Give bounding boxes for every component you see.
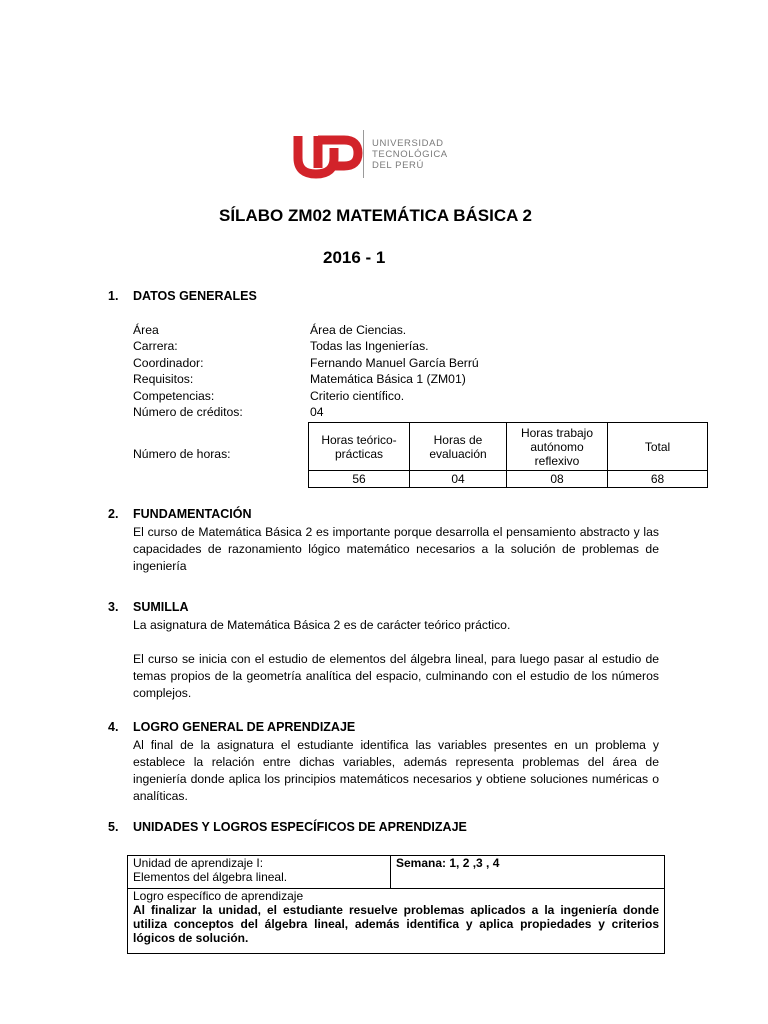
utp-logo-mark <box>288 128 368 180</box>
unit-name: Elementos del álgebra lineal. <box>133 870 288 884</box>
row-value: Área de Ciencias. <box>310 323 407 337</box>
hours-header-cell: Horas teórico-prácticas <box>309 423 410 471</box>
row-value: Todas las Ingenierías. <box>310 339 429 353</box>
academic-period: 2016 - 1 <box>323 248 386 267</box>
section-2-number: 2. <box>108 507 119 521</box>
hours-value-row <box>309 471 708 488</box>
unit-header-row <box>128 856 665 889</box>
row-label: Competencias: <box>133 389 215 403</box>
section-3-text-2: El curso se inicia con el estudio de elementos del álgebra lineal, para luego pasar al estudio de temas propios de la geometría analítica del espacio, culminando con el estudio de los números complejos. <box>133 652 659 700</box>
section-1-title: DATOS GENERALES <box>133 289 257 303</box>
logro-text: Al finalizar la unidad, el estudiante resuelve problemas aplicados a la ingeniería donde utiliza conceptos del álgebra lineal, además identifica y aplica propiedades y criterios lógicos de solución. <box>133 903 659 945</box>
unit-cell <box>128 856 391 889</box>
section-4-heading <box>108 720 355 734</box>
section-5-heading <box>108 820 467 834</box>
unit-logro-row <box>128 889 665 954</box>
section-3-title: SUMILLA <box>133 600 189 614</box>
hours-header-cell: Horas de evaluación <box>410 423 507 471</box>
hours-header-cell: Total <box>608 423 708 471</box>
section-4-text: Al final de la asignatura el estudiante identifica las variables presentes en un problema y establece la relación entre dichas variables, además representa problemas del área de ingeniería donde aplica los principios matemáticos necesarios y obtiene soluciones numéricas o analíticas. <box>133 738 659 803</box>
week-text: Semana: 1, 2 ,3 , 4 <box>396 856 500 870</box>
section-4-number: 4. <box>108 720 119 734</box>
section-2-title: FUNDAMENTACIÓN <box>133 507 252 521</box>
row-label: Número de créditos: <box>133 405 243 419</box>
unit-label: Unidad de aprendizaje I: <box>133 856 264 870</box>
logro-label: Logro específico de aprendizaje <box>133 889 304 903</box>
section-5-number: 5. <box>108 820 119 834</box>
hours-table <box>308 422 708 488</box>
section-3-heading <box>108 600 189 614</box>
row-label: Área <box>133 323 159 337</box>
utp-logo <box>288 128 480 180</box>
row-label: Coordinador: <box>133 356 204 370</box>
hours-value-cell: 56 <box>309 471 410 488</box>
section-1-number: 1. <box>108 289 119 303</box>
row-value: Matemática Básica 1 (ZM01) <box>310 372 466 386</box>
unit-table <box>127 855 665 954</box>
logo-line-1: UNIVERSIDAD <box>372 138 444 149</box>
logo-line-2: TECNOLÓGICA <box>372 149 448 160</box>
hours-value-cell: 68 <box>608 471 708 488</box>
section-2-heading <box>108 507 252 521</box>
row-value: 04 <box>310 405 324 419</box>
section-2-text: El curso de Matemática Básica 2 es importante porque desarrolla el pensamiento abstracto y las capacidades de razonamiento lógico matemático necesarios a la solución de problemas de ingeniería <box>133 525 659 573</box>
section-5-title: UNIDADES Y LOGROS ESPECÍFICOS DE APRENDIZAJE <box>133 820 467 834</box>
section-1-heading <box>108 289 257 303</box>
hours-header-row <box>309 423 708 471</box>
row-value: Fernando Manuel García Berrú <box>310 356 479 370</box>
row-label: Requisitos: <box>133 372 194 386</box>
section-3-number: 3. <box>108 600 119 614</box>
row-label: Carrera: <box>133 339 178 353</box>
logro-cell <box>128 889 665 954</box>
logo-line-3: DEL PERÚ <box>372 160 424 171</box>
document-title: SÍLABO ZM02 MATEMÁTICA BÁSICA 2 <box>219 206 532 225</box>
section-3-text-1: La asignatura de Matemática Básica 2 es de carácter teórico práctico. <box>133 618 511 632</box>
logo-text <box>372 138 448 171</box>
hours-header-cell: Horas trabajo autónomo reflexivo <box>507 423 608 471</box>
hours-value-cell: 04 <box>410 471 507 488</box>
hours-label: Número de horas: <box>133 447 231 461</box>
row-value: Criterio científico. <box>310 389 405 403</box>
hours-value-cell: 08 <box>507 471 608 488</box>
week-cell <box>391 856 665 889</box>
section-4-title: LOGRO GENERAL DE APRENDIZAJE <box>133 720 356 734</box>
